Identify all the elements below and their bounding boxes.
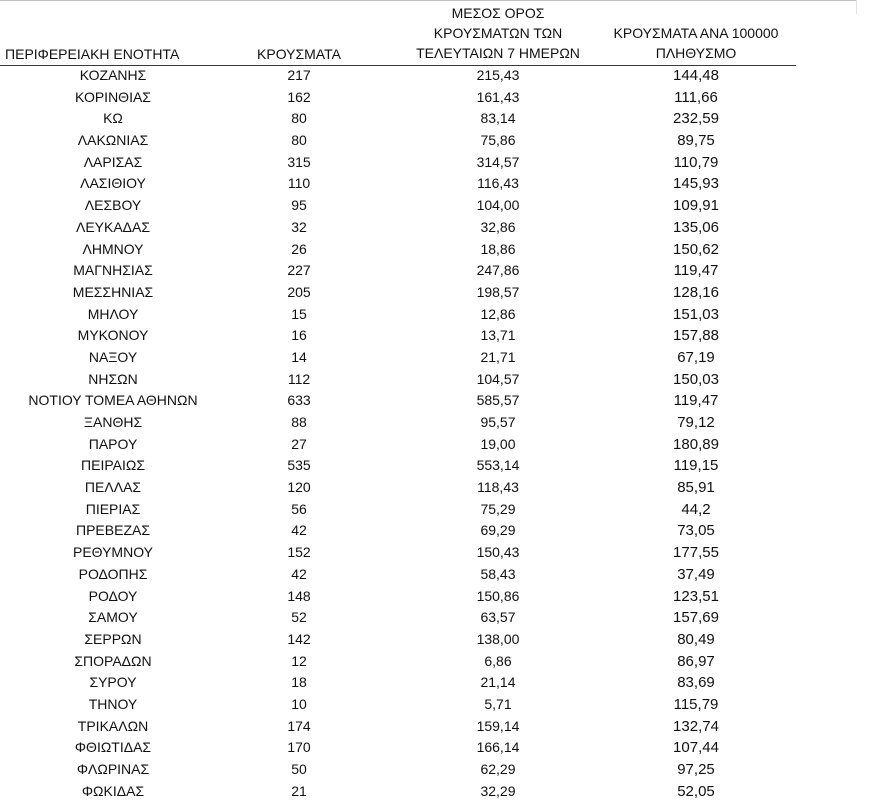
cell-per100k: 109,91: [673, 197, 719, 215]
table-row: [0, 369, 800, 391]
table-row: [0, 586, 800, 608]
cell-avg7: 585,57: [476, 392, 520, 409]
cell-cases: 315: [287, 153, 311, 170]
table-row: [0, 325, 800, 347]
cell-cases: 142: [287, 630, 311, 647]
cell-per100k: 135,06: [673, 218, 719, 236]
cell-avg7: 32,86: [480, 218, 516, 235]
cell-avg7: 58,43: [480, 565, 516, 582]
cell-region: ΚΩ: [103, 110, 123, 127]
cell-region: ΝΑΞΟΥ: [88, 348, 138, 365]
cell-per100k: 107,44: [673, 739, 719, 757]
table-body: [0, 65, 800, 802]
cell-cases: 633: [287, 392, 311, 409]
cell-cases: 52: [291, 609, 307, 626]
header-avg7-line3: ΤΕΛΕΥΤΑΙΩΝ 7 ΗΜΕΡΩΝ: [416, 45, 580, 61]
cell-region: ΠΑΡΟΥ: [88, 435, 138, 452]
table-row: [0, 304, 800, 326]
cell-cases: 42: [291, 522, 307, 539]
cell-avg7: 69,29: [480, 522, 516, 539]
cell-region: ΠΡΕΒΕΖΑΣ: [75, 522, 150, 539]
cell-cases: 32: [291, 218, 307, 235]
cell-avg7: 104,57: [476, 370, 520, 387]
page-edge: [856, 0, 857, 14]
cell-region: ΞΑΝΘΗΣ: [83, 414, 143, 430]
cell-region: ΝΟΤΙΟΥ ΤΟΜΕΑ ΑΘΗΝΩΝ: [28, 392, 198, 409]
cell-avg7: 5,71: [484, 695, 512, 712]
cell-cases: 88: [291, 414, 307, 430]
cell-region: ΣΑΜΟΥ: [88, 609, 138, 626]
cell-cases: 21: [291, 782, 307, 799]
cell-per100k: 97,25: [677, 761, 715, 778]
cell-per100k: 151,03: [673, 305, 719, 323]
table-row: [0, 672, 800, 694]
table-row: [0, 412, 800, 434]
table-row: [0, 499, 800, 521]
cell-cases: 27: [291, 435, 307, 452]
cell-region: ΛΑΣΙΘΙΟΥ: [80, 175, 146, 192]
cell-cases: 80: [291, 110, 307, 127]
cell-per100k: 157,88: [673, 327, 719, 345]
cell-avg7: 161,43: [476, 88, 520, 105]
table-row: [0, 108, 800, 130]
cell-cases: 120: [287, 479, 311, 496]
cell-region: ΤΡΙΚΑΛΩΝ: [77, 717, 149, 734]
cell-region: ΛΕΣΒΟΥ: [84, 197, 142, 214]
cell-cases: 80: [291, 132, 307, 149]
cell-region: ΣΥΡΟΥ: [89, 674, 137, 691]
cell-per100k: 80,49: [677, 630, 715, 648]
header-per100k-line1: ΚΡΟΥΣΜΑΤΑ ΑΝΑ 100000: [613, 25, 779, 41]
cell-region: ΚΟΡΙΝΘΙΑΣ: [75, 88, 151, 105]
table-row: [0, 195, 800, 217]
table-row: [0, 260, 800, 282]
table-row: [0, 629, 800, 651]
cell-region: ΛΕΥΚΑΔΑΣ: [75, 218, 151, 235]
table-row: [0, 737, 800, 759]
cell-per100k: 67,19: [677, 348, 715, 366]
header-avg7: [400, 3, 596, 63]
header-avg7-line2: ΚΡΟΥΣΜΑΤΩΝ ΤΩΝ: [433, 25, 563, 41]
cell-region: ΡΟΔΟΥ: [88, 587, 138, 604]
cell-per100k: 110,79: [673, 153, 719, 171]
cell-region: ΛΗΜΝΟΥ: [82, 240, 144, 257]
cell-cases: 174: [287, 717, 311, 734]
cell-per100k: 86,97: [677, 652, 715, 670]
header-region: [0, 44, 200, 64]
cell-cases: 95: [291, 197, 307, 214]
table-row: [0, 173, 800, 195]
cell-per100k: 123,51: [673, 587, 719, 605]
cell-avg7: 21,71: [480, 348, 516, 365]
table-row: [0, 781, 800, 803]
cell-region: ΜΑΓΝΗΣΙΑΣ: [73, 262, 153, 279]
table-row: [0, 607, 800, 629]
cell-per100k: 150,62: [673, 240, 719, 258]
cell-per100k: 79,12: [677, 414, 715, 431]
cell-region: ΝΗΣΩΝ: [88, 370, 138, 387]
cell-avg7: 19,00: [480, 435, 516, 452]
header-cases-label: ΚΡΟΥΣΜΑΤΑ: [257, 46, 341, 62]
cell-per100k: 44,2: [681, 500, 711, 518]
cell-region: ΛΑΡΙΣΑΣ: [83, 153, 143, 170]
cell-cases: 26: [291, 240, 307, 257]
cell-region: ΤΗΝΟΥ: [88, 695, 138, 712]
table-row: [0, 434, 800, 456]
cell-per100k: 85,91: [677, 479, 715, 497]
cell-per100k: 115,79: [673, 695, 719, 713]
cell-avg7: 13,71: [480, 327, 516, 344]
cell-region: ΠΙΕΡΙΑΣ: [85, 500, 141, 517]
cell-avg7: 150,43: [476, 544, 520, 561]
table-row: [0, 217, 800, 239]
cell-cases: 42: [291, 565, 307, 582]
cell-avg7: 159,14: [476, 717, 520, 734]
cell-avg7: 553,14: [476, 457, 520, 474]
cell-per100k: 145,93: [673, 175, 719, 193]
cell-per100k: 157,69: [673, 609, 719, 627]
header-region-label: ΠΕΡΙΦΕΡΕΙΑΚΗ ΕΝΟΤΗΤΑ: [5, 46, 180, 62]
cell-cases: 50: [291, 761, 307, 777]
header-avg7-line1: ΜΕΣΟΣ ΟΡΟΣ: [451, 5, 545, 21]
top-border: [0, 0, 856, 1]
cell-avg7: 95,57: [480, 414, 516, 430]
table-row: [0, 759, 800, 781]
table-row: [0, 152, 800, 174]
cell-region: ΜΕΣΣΗΝΙΑΣ: [72, 283, 154, 300]
cell-avg7: 247,86: [476, 262, 520, 279]
table-row: [0, 239, 800, 261]
cell-avg7: 75,86: [480, 132, 516, 149]
cell-cases: 112: [287, 370, 311, 387]
cell-avg7: 150,86: [476, 587, 520, 604]
header-cases: [240, 44, 358, 64]
cell-per100k: 119,47: [673, 392, 719, 410]
cell-region: ΣΠΟΡΑΔΩΝ: [74, 652, 152, 669]
table-row: [0, 694, 800, 716]
cell-avg7: 63,57: [480, 609, 516, 626]
cell-region: ΜΥΚΟΝΟΥ: [77, 327, 149, 344]
cell-per100k: 37,49: [677, 565, 715, 583]
cell-cases: 10: [291, 695, 307, 712]
cell-cases: 170: [287, 739, 311, 756]
table-row: [0, 542, 800, 564]
cell-avg7: 6,86: [484, 652, 512, 669]
cell-region: ΠΕΙΡΑΙΩΣ: [81, 457, 145, 474]
cell-per100k: 150,03: [673, 370, 719, 388]
cell-avg7: 198,57: [476, 283, 520, 300]
table-row: [0, 130, 800, 152]
cell-cases: 148: [287, 587, 311, 604]
cell-avg7: 215,43: [476, 67, 520, 83]
cell-per100k: 119,47: [673, 262, 719, 280]
cell-avg7: 138,00: [476, 630, 520, 647]
table-row: [0, 347, 800, 369]
cell-region: ΠΕΛΛΑΣ: [84, 479, 142, 496]
cell-avg7: 83,14: [480, 110, 516, 127]
cell-avg7: 166,14: [476, 739, 520, 756]
cell-region: ΚΟΖΑΝΗΣ: [79, 67, 147, 83]
cell-cases: 12: [291, 652, 307, 669]
cell-per100k: 232,59: [673, 110, 719, 128]
cell-cases: 227: [287, 262, 311, 279]
cell-per100k: 89,75: [677, 132, 715, 150]
table-row: [0, 65, 800, 87]
cell-region: ΦΘΙΩΤΙΔΑΣ: [74, 739, 152, 756]
table-row: [0, 390, 800, 412]
cell-cases: 15: [291, 305, 307, 322]
table-row: [0, 455, 800, 477]
cell-per100k: 52,05: [677, 782, 715, 800]
cell-per100k: 73,05: [677, 522, 715, 540]
header-per100k-line2: ΠΛΗΘΥΣΜΟ: [655, 45, 737, 61]
cell-per100k: 144,48: [673, 67, 719, 84]
cell-per100k: 132,74: [673, 717, 719, 735]
header-per100k: [596, 23, 796, 63]
cell-avg7: 314,57: [476, 153, 520, 170]
table-row: [0, 651, 800, 673]
cell-avg7: 75,29: [480, 500, 516, 517]
cell-per100k: 177,55: [673, 544, 719, 562]
cell-cases: 16: [291, 327, 307, 344]
cell-region: ΡΟΔΟΠΗΣ: [78, 565, 148, 582]
cell-avg7: 18,86: [480, 240, 516, 257]
cell-avg7: 32,29: [480, 782, 516, 799]
table-row: [0, 564, 800, 586]
cell-region: ΡΕΘΥΜΝΟΥ: [72, 544, 153, 561]
cell-cases: 18: [291, 674, 307, 691]
cell-avg7: 62,29: [480, 761, 516, 777]
cell-region: ΦΩΚΙΔΑΣ: [81, 782, 145, 799]
table-row: [0, 520, 800, 542]
cell-region: ΛΑΚΩΝΙΑΣ: [77, 132, 149, 149]
cell-cases: 205: [287, 283, 311, 300]
cell-cases: 152: [287, 544, 311, 561]
cell-region: ΜΗΛΟΥ: [87, 305, 139, 322]
cell-region: ΦΛΩΡΙΝΑΣ: [76, 761, 150, 777]
cell-per100k: 119,15: [673, 457, 719, 475]
cell-cases: 14: [291, 348, 307, 365]
cell-avg7: 116,43: [477, 175, 519, 192]
cell-per100k: 83,69: [677, 674, 715, 692]
cell-cases: 110: [287, 175, 311, 192]
table-row: [0, 87, 800, 109]
cell-avg7: 118,43: [477, 479, 519, 496]
table-row: [0, 282, 800, 304]
cell-avg7: 12,86: [480, 305, 516, 322]
cell-region: ΣΕΡΡΩΝ: [84, 630, 142, 647]
cell-cases: 535: [287, 457, 311, 474]
table-row: [0, 716, 800, 738]
cell-per100k: 180,89: [673, 435, 719, 453]
cell-per100k: 111,66: [674, 88, 718, 106]
cell-avg7: 104,00: [476, 197, 520, 214]
cell-cases: 56: [291, 500, 307, 517]
table-row: [0, 477, 800, 499]
cell-avg7: 21,14: [480, 674, 516, 691]
cell-cases: 217: [287, 67, 311, 83]
cell-cases: 162: [287, 88, 311, 105]
cell-per100k: 128,16: [673, 283, 719, 301]
